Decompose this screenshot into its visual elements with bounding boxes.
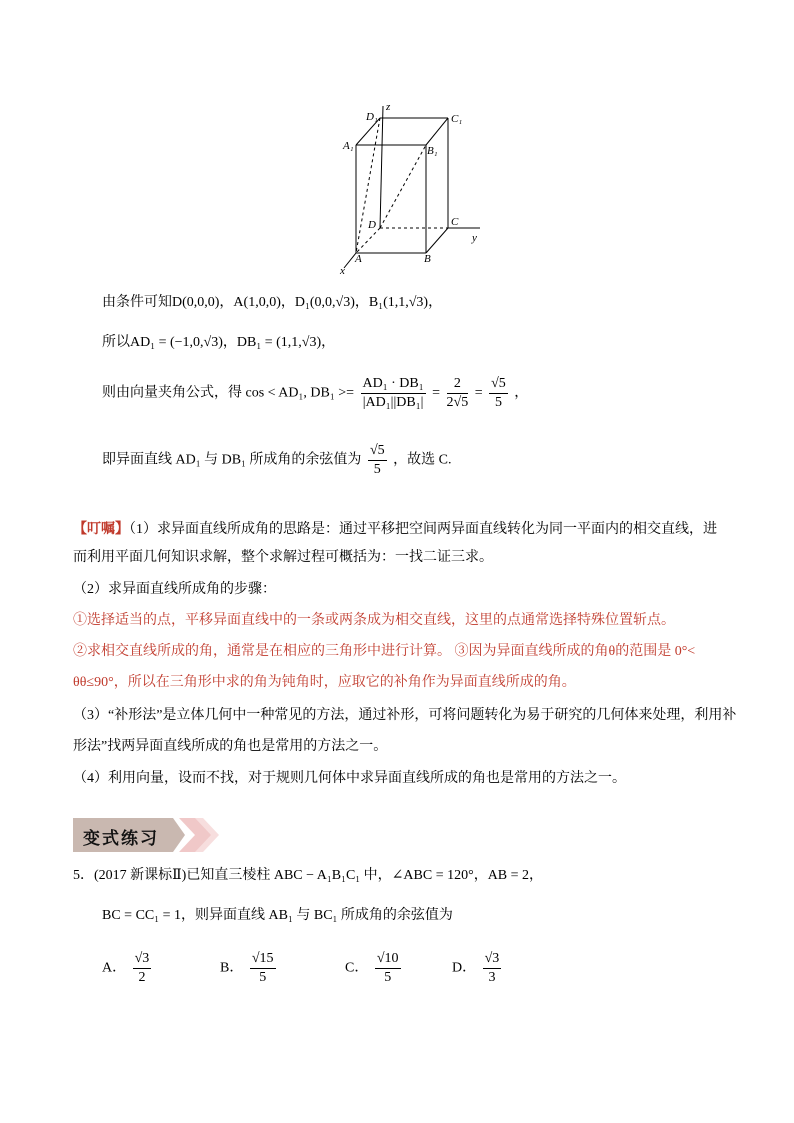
solution-line-4-prefix: 即异面直线 AD₁ 与 DB₁ 所成角的余弦值为 bbox=[102, 452, 362, 468]
solution-line-3-end: ， bbox=[514, 385, 529, 401]
label-z: z bbox=[386, 101, 391, 113]
note-paragraph-2: （2）求异面直线所成角的步骤： bbox=[73, 582, 276, 597]
equals-sign: = bbox=[474, 385, 483, 401]
option-d-fraction bbox=[483, 950, 502, 987]
option-b-label: B． bbox=[220, 960, 244, 976]
note-p1a-text: （1）求异面直线所成角的思路是：通过平移把空间两异面直线转化为同一平面内的相交直线，进 bbox=[129, 522, 717, 537]
solution-line-3-prefix: 则由向量夹角公式，得 cos < AD₁, DB₁ >= bbox=[102, 385, 355, 401]
note-paragraph-4: ②求相交直线所成的角，通常是在相应的三角形中进行计算。 ③因为异面直线所成的角θ的范围是 0°< bbox=[73, 644, 696, 659]
value-fraction-2 bbox=[489, 375, 508, 412]
note-paragraph-1b: 而利用平面几何知识求解，整个求解过程可概括为：一找二证三求。 bbox=[73, 550, 493, 565]
section-banner-label: 变式练习 bbox=[83, 829, 159, 849]
option-a[interactable] bbox=[102, 950, 154, 987]
option-b[interactable] bbox=[220, 950, 279, 987]
option-c-numerator: √10 bbox=[375, 950, 401, 969]
option-c[interactable] bbox=[345, 950, 404, 987]
note-paragraph-6a: （3）“补形法”是立体几何中一种常见的方法，通过补形，可将问题转化为易于研究的几何体来处理，利用补 bbox=[73, 708, 737, 723]
note-paragraph-3: ①选择适当的点，平移异面直线中的一条或两条成为相交直线，这里的点通常选择特殊位置斩点。 bbox=[73, 613, 675, 628]
segment-db1 bbox=[380, 145, 426, 228]
solution-line-3 bbox=[102, 375, 528, 412]
option-c-label: C． bbox=[345, 960, 369, 976]
option-a-denominator: 2 bbox=[138, 970, 146, 985]
z-axis bbox=[380, 106, 383, 228]
solution-line-4-suffix: ，故选 C. bbox=[393, 452, 452, 468]
value-fraction-1-denominator: 2√5 bbox=[446, 395, 469, 410]
label-c: C bbox=[451, 216, 459, 228]
note-paragraph-7: （4）利用向量，设而不找，对于规则几何体中求异面直线所成的角也是常用的方法之一。 bbox=[73, 771, 626, 786]
label-b: B bbox=[424, 253, 431, 265]
value-fraction-1-numerator: 2 bbox=[447, 375, 469, 394]
option-b-numerator: √15 bbox=[250, 950, 276, 969]
label-x: x bbox=[340, 265, 345, 277]
value-fraction-2-numerator: √5 bbox=[489, 375, 508, 394]
answer-fraction-denominator: 5 bbox=[373, 462, 381, 477]
option-b-denominator: 5 bbox=[259, 970, 267, 985]
cosine-fraction bbox=[361, 375, 426, 412]
solution-line-4 bbox=[102, 442, 451, 479]
label-y: y bbox=[472, 232, 477, 244]
solution-line-1: 由条件可知D(0,0,0)，A(1,0,0)，D₁(0,0,√3)，B₁(1,1,√3)， bbox=[102, 295, 443, 310]
label-c1: C₁ bbox=[451, 113, 463, 125]
note-bracket: 【叮嘱】 bbox=[73, 522, 129, 537]
label-d1: D₁ bbox=[366, 111, 378, 123]
option-a-label: A． bbox=[102, 960, 127, 976]
label-a: A bbox=[355, 253, 362, 265]
answer-fraction-numerator: √5 bbox=[368, 442, 387, 461]
cosine-fraction-numerator: AD₁ · DB₁ bbox=[361, 375, 426, 394]
option-c-denominator: 5 bbox=[384, 970, 392, 985]
note-paragraph-6b: 形法”找两异面直线所成的角也是常用的方法之一。 bbox=[73, 739, 388, 754]
answer-fraction bbox=[368, 442, 387, 479]
solution-line-2: 所以AD₁ = (−1,0,√3)，DB₁ = (1,1,√3)， bbox=[102, 335, 336, 350]
note-paragraph-5: θθ≤90°，所以在三角形中求的角为钝角时，应取它的补角作为异面直线所成的角。 bbox=[73, 675, 576, 690]
label-d: D bbox=[368, 219, 376, 231]
option-b-fraction bbox=[250, 950, 276, 987]
option-a-fraction bbox=[133, 950, 152, 987]
label-a1: A₁ bbox=[343, 140, 354, 152]
option-d-denominator: 3 bbox=[488, 970, 496, 985]
segment-ad1 bbox=[356, 118, 380, 253]
label-b1: B₁ bbox=[427, 145, 438, 157]
value-fraction-1 bbox=[447, 375, 469, 412]
question-line-2: BC = CC₁ = 1，则异面直线 AB₁ 与 BC₁ 所成角的余弦值为 bbox=[102, 908, 453, 923]
option-c-fraction bbox=[375, 950, 401, 987]
cuboid-figure bbox=[330, 98, 490, 278]
value-fraction-2-denominator: 5 bbox=[494, 395, 502, 410]
cosine-fraction-denominator: |AD₁||DB₁| bbox=[362, 395, 424, 410]
note-paragraph-1a bbox=[73, 520, 717, 540]
option-d-numerator: √3 bbox=[483, 950, 502, 969]
equals-sign: = bbox=[432, 385, 441, 401]
option-d[interactable] bbox=[452, 950, 504, 987]
option-a-numerator: √3 bbox=[133, 950, 152, 969]
question-line-1: 5．(2017 新课标Ⅱ)已知直三棱柱 ABC − A₁B₁C₁ 中，∠ABC = 120°，AB = 2， bbox=[73, 868, 544, 883]
option-d-label: D． bbox=[452, 960, 477, 976]
